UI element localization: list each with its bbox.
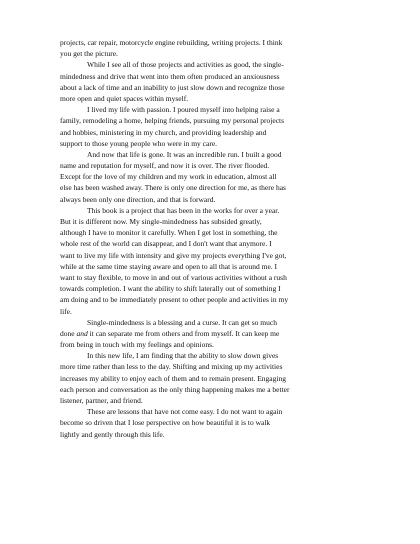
text-line: life. <box>60 306 72 316</box>
text-line: want to stay flexible, to move in and out of various activities without a rush <box>60 272 287 282</box>
text-line: always been only one direction, and that is forward. <box>60 194 216 204</box>
text-segment: it can separate me from others and from myself. It can keep me <box>87 328 280 338</box>
text-line: become so driven that I lose perspective on how beautiful it is to walk <box>60 418 271 428</box>
text-line: name and reputation for myself, and now it is over. The river flooded. <box>60 161 270 171</box>
text-line-with-emphasis <box>60 328 360 339</box>
paragraph-start-line: This book is a project that has been in the works for over a year. <box>87 205 280 215</box>
paragraph-start-line: I lived my life with passion. I poured myself into helping raise a <box>87 105 280 115</box>
text-segment: done <box>60 328 77 338</box>
text-line: whole rest of the world can disappear, and I don't want that anymore. I <box>60 239 272 249</box>
text-line: more open and quiet spaces within myself. <box>60 93 189 103</box>
text-line: while at the same time staying aware and open to all that is around me. I <box>60 261 278 271</box>
text-line: from being in touch with my feelings and opinions. <box>60 340 214 350</box>
text-line: family, remodeling a home, helping friends, pursuing my personal projects <box>60 116 285 126</box>
text-line: increases my ability to enjoy each of them and to remain present. Engaging <box>60 373 286 383</box>
text-line: you get the picture. <box>60 49 118 59</box>
text-line: about a lack of time and an inability to just slow down and recognize those <box>60 82 285 92</box>
text-line: although I have to monitor it carefully. When I get lost in something, the <box>60 228 278 238</box>
paragraph-start-line: In this new life, I am finding that the ability to slow down gives <box>87 351 279 361</box>
text-line: each person and conversation as the only thing happening makes me a better <box>60 384 290 394</box>
text-line: lightly and gently through this life. <box>60 429 165 439</box>
paragraph-start-line: While I see all of those projects and activities as good, the single- <box>87 60 284 70</box>
paragraph-start-line: And now that life is gone. It was an incredible run. I built a good <box>87 149 282 159</box>
paragraph-start-line: Single-mindedness is a blessing and a curse. It can get so much <box>87 317 277 327</box>
text-line: listener, partner, and friend. <box>60 396 143 405</box>
text-line: But it is different now. My single-mindedness has subsided greatly, <box>60 217 262 226</box>
text-line: towards completion. I want the ability to shift laterally out of something I <box>60 284 281 294</box>
text-line: Except for the love of my children and my work in education, almost all <box>60 172 277 182</box>
text-line: am doing and to be immediately present to other people and activities in my <box>60 295 289 305</box>
paragraph-start-line: These are lessons that have not come easy. I do not want to again <box>87 407 283 417</box>
body-text <box>60 37 360 440</box>
text-line: projects, car repair, motorcycle engine rebuilding, writing projects. I think <box>60 38 283 47</box>
text-line: and hobbies, ministering in my church, and providing leadership and <box>60 127 267 137</box>
text-line: mindedness and drive that went into them often produced an anxiousness <box>60 71 280 81</box>
text-line: more time rather than less to the day. Shifting and mixing up my activities <box>60 362 283 372</box>
text-line: want to live my life with intensity and give my projects everything I've got, <box>60 250 287 260</box>
text-line: else has been washed away. There is only one direction for me, as there has <box>60 183 286 193</box>
emphasized-word: and <box>76 328 88 338</box>
text-line: support to those young people who were in my care. <box>60 138 218 148</box>
